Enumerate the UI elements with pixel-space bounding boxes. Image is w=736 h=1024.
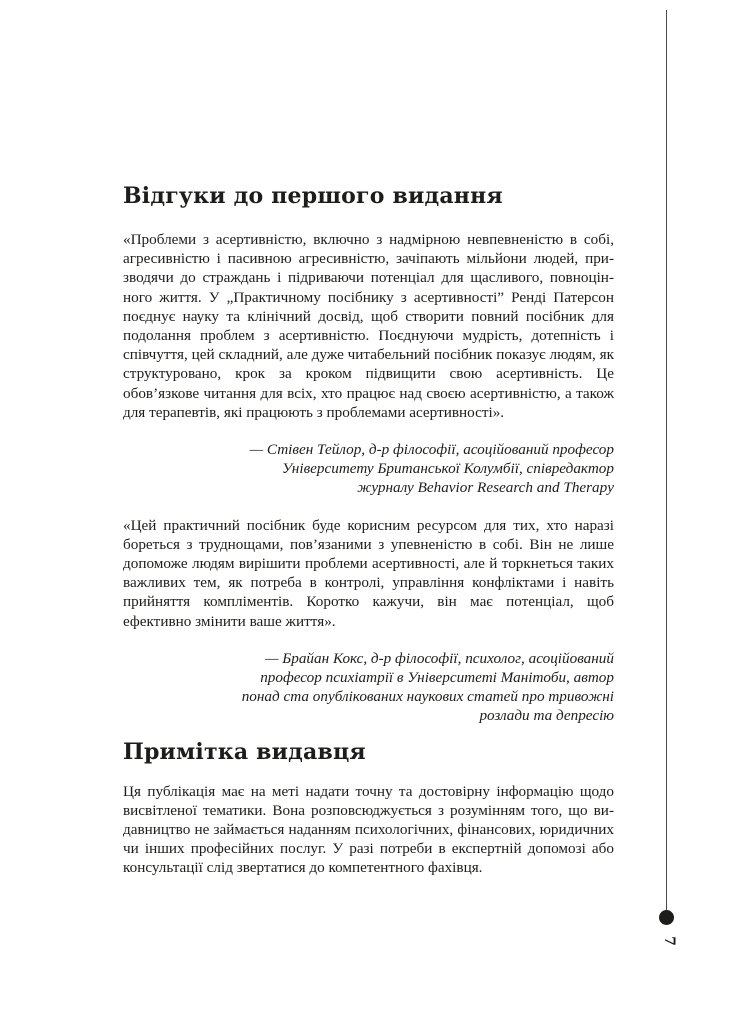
attribution-1-line-3: журналу Behavior Research and Therapy: [357, 479, 614, 497]
review-attribution-2: [123, 649, 614, 726]
review-quote-2: «Цей практичний посібник буде корисним ресурсом для тих, хто наразі бореться з труднощами, пов’язаними з упевненістю в собі. Він не лише допоможе людям вирішити проблеми асертивності, але й торкнеться таких важливих тем, як потреба в контролі, управління конфліктами і навіть прийняття компліментів. Коротко кажучи, він має потенціал, щоб ефективно змінити ваше життя».: [123, 516, 614, 630]
margin-rule-dot: [659, 910, 674, 925]
review-quote-1: «Проблеми з асертивністю, включно з надмірною невпевненістю в собі, агресивністю і пасивною агресивністю, зачіпають мільйони людей, призводячи до страждань і підриваючи потенціал для щасливого, повноцінного життя. У „Практичному посібнику з асертивності” Ренді Патерсон поєднує науку та клінічний досвід, щоб створити повний посібник для подолання проблем з асертивністю. Поєднуючи мудрість, дотепність і співчуття, цей складний, але дуже читабельний посібник показує людям, як структуровано, крок за кроком підвищити свою асертивність. Це обов’язкове читання для всіх, хто працює над своєю асертивністю, а також для терапевтів, які працюють з проблемами асертивності».: [123, 231, 614, 421]
review-attribution-1: [123, 440, 614, 498]
margin-rule-line: [666, 10, 667, 915]
attribution-2-line-1: — Брайан Кокс, д-р філософії, психолог, асоційований: [264, 649, 614, 667]
attribution-1-line-2: Університету Британської Колумбії, співредактор: [281, 460, 614, 478]
attribution-2-line-4: розлади та депресію: [479, 707, 614, 725]
attribution-2-line-2: професор психіатрії в Університеті Манітоби, автор: [260, 669, 614, 687]
publisher-note-text: Ця публікація має на меті надати точну та достовірну інформацію щодо висвітленої тематики. Вона розповсюджується з розумінням того, що видавництво не займається наданням психологічних, фінансових, юридичних чи інших професійних послуг. У разі потреби в експертній допомозі або консультації слід звертатися до компетентного фахівця.: [123, 782, 614, 877]
publisher-note-heading: Примітка видавця: [123, 738, 366, 765]
reviews-heading: Відгуки до першого видання: [123, 183, 503, 209]
page-content: [123, 180, 614, 878]
page-number: 7: [661, 936, 677, 946]
attribution-1-line-1: — Стівен Тейлор, д-р філософії, асоційований професор: [249, 441, 614, 459]
attribution-2-line-3: понад ста опублікованих наукових статей про тривожні: [241, 688, 614, 706]
